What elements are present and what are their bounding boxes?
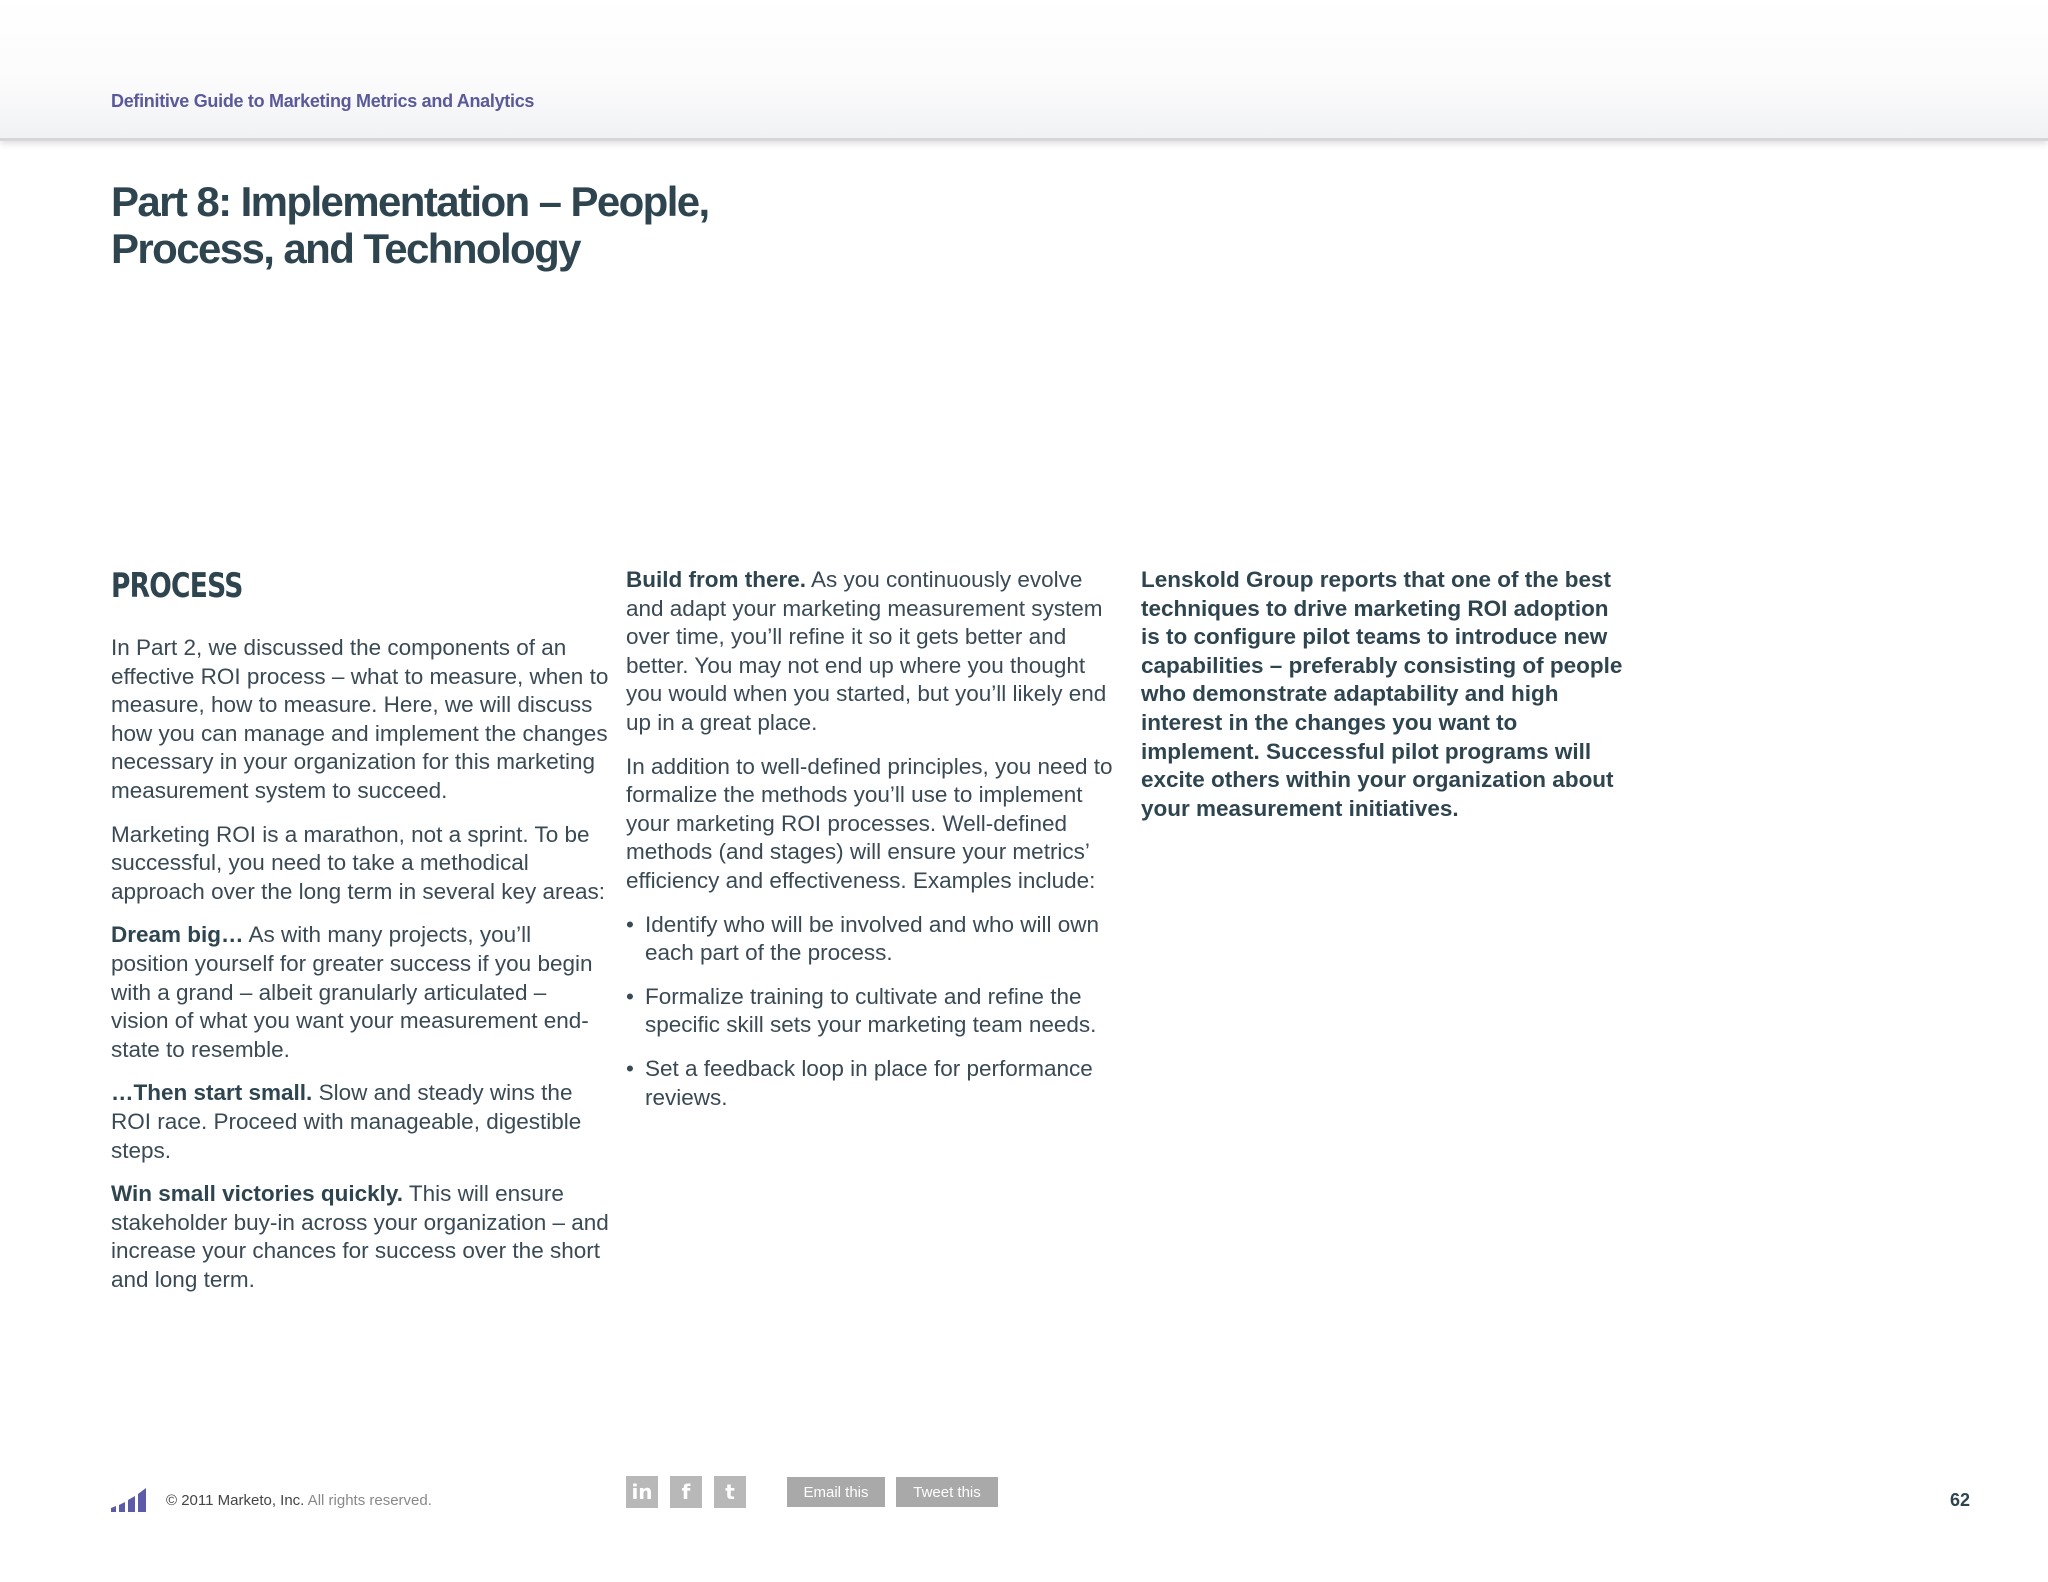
page-title-line2: Process, and Technology xyxy=(111,225,580,272)
header-bar xyxy=(0,0,2048,141)
document-title: Definitive Guide to Marketing Metrics and Analytics xyxy=(111,91,535,111)
paragraph: In addition to well-defined principles, you need to formalize the methods you’ll use to implement your marketing ROI processes. Well-defined methods (and stages) will ensure your metrics’ efficiency and effectiveness. Examples include: xyxy=(626,753,1113,893)
paragraph-lead: Win small victories quickly. xyxy=(111,1181,403,1207)
paragraph-body: Slow and steady wins the ROI race. Proceed with manageable, digestible steps. xyxy=(111,1080,582,1163)
column-middle xyxy=(626,566,1126,1127)
twitter-icon[interactable] xyxy=(714,1476,746,1508)
list-item: • Set a feedback loop in place for performance reviews. xyxy=(626,1055,1126,1112)
callout-quote: Lenskold Group reports that one of the best techniques to drive marketing ROI adoption is to configure pilot teams to introduce new capabilities – preferably consisting of people who demonstrate adaptability and high interest in the changes you want to implement. Successful pilot programs will excite others within your organization about your measurement initiatives. xyxy=(1141,567,1623,821)
paragraph-body: As you continuously evolve and adapt your marketing measurement system over time, you’ll refine it so it gets better and better. You may not end up where you thought you would when you started, but you’ll likely end up in a great place. xyxy=(626,567,1107,735)
paragraph xyxy=(626,566,1126,738)
facebook-glyph: f xyxy=(681,1480,691,1504)
column-right xyxy=(1141,566,1631,838)
paragraph-body: As with many projects, you’ll position yourself for greater success if you begin with a grand – albeit granularly articulated – vision of what you want your measurement end-state to resemble. xyxy=(111,922,593,1062)
page-title-line1: Part 8: Implementation – People, xyxy=(111,178,709,225)
copyright-main: © 2011 Marketo, Inc. xyxy=(166,1492,305,1509)
page-number: 62 xyxy=(1950,1490,1971,1510)
paragraph-body: This will ensure stakeholder buy-in across your organization – and increase your chances for success over the short and long term. xyxy=(111,1181,609,1292)
bullet-list xyxy=(626,911,1126,1113)
list-item: • Identify who will be involved and who will own each part of the process. xyxy=(626,911,1126,968)
list-item: • Formalize training to cultivate and refine the specific skill sets your marketing team needs. xyxy=(626,983,1126,1040)
paragraph: Marketing ROI is a marathon, not a sprint. To be successful, you need to take a methodical approach over the long term in several key areas: xyxy=(111,821,606,904)
email-this-button[interactable]: Email this xyxy=(787,1477,885,1507)
paragraph xyxy=(111,921,609,1064)
paragraph xyxy=(111,1079,609,1165)
linkedin-glyph: in xyxy=(631,1480,653,1504)
footer xyxy=(0,1470,2048,1530)
section-heading: PROCESS xyxy=(111,566,243,606)
paragraph-lead: Dream big… xyxy=(111,922,244,948)
twitter-glyph: t xyxy=(725,1480,735,1504)
page-title xyxy=(111,178,831,272)
facebook-icon[interactable] xyxy=(670,1476,702,1508)
paragraph-lead: Build from there. xyxy=(626,567,807,592)
linkedin-icon[interactable] xyxy=(626,1476,658,1508)
column-left xyxy=(111,566,609,1309)
tweet-this-button[interactable]: Tweet this xyxy=(896,1477,998,1507)
copyright xyxy=(166,1492,432,1509)
paragraph: In Part 2, we discussed the components of an effective ROI process – what to measure, when to measure, how to measure. Here, we will discuss how you can manage and implement the changes necessary in your organization for this marketing measurement system to succeed. xyxy=(111,635,609,803)
paragraph-lead: …Then start small. xyxy=(111,1080,313,1106)
paragraph xyxy=(111,1180,609,1294)
marketo-logo-icon xyxy=(111,1488,149,1512)
copyright-rights: All rights reserved. xyxy=(304,1492,432,1509)
